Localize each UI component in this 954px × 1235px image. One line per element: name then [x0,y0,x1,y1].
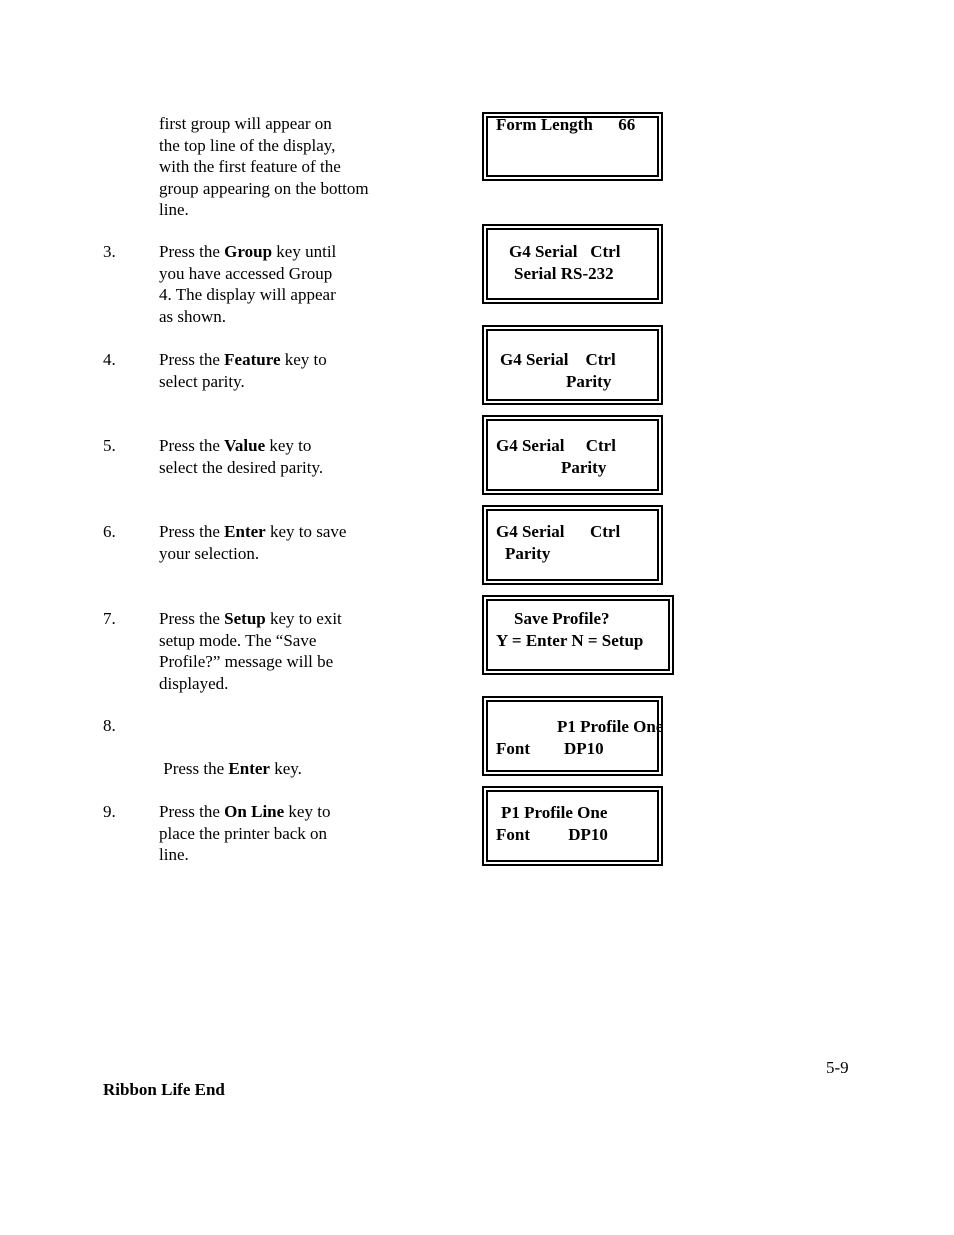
lcd-line-2: Parity [505,544,551,563]
step-text [159,715,302,801]
intro-line: group appearing on the bottom [159,178,369,198]
step-text [159,521,346,564]
key-name: Value [224,436,266,455]
key-name: Enter [228,759,270,778]
lcd-display-form-length [482,112,663,181]
lcd-line-1: P1 Profile One [501,803,608,822]
step-number: 3. [103,242,116,261]
step-line: setup mode. The “Save [159,630,317,650]
page-number: 5-9 [826,1058,849,1077]
step-number: 9. [103,802,116,821]
intro-paragraph [159,113,369,221]
step-number: 4. [103,350,116,369]
lcd-display-parity-saved [482,505,663,585]
step-line: place the printer back on [159,823,328,843]
step-line: Press the Value key to [159,436,312,455]
lcd-line-2: Font DP10 [496,739,604,758]
lcd-display-profile-enter [482,696,663,776]
step-text [159,801,330,866]
step-line: select parity. [159,371,245,391]
step-text [159,608,342,694]
lcd-line-2: Parity [566,372,612,391]
lcd-line-2: Parity [561,458,607,477]
lcd-line-2: Serial RS-232 [514,264,614,283]
step-number: 7. [103,609,116,628]
step-line: line. [159,845,189,864]
intro-line: with the first feature of the [159,157,341,176]
lcd-line-2: Font DP10 [496,825,608,844]
key-name: Group [224,242,273,261]
step-number: 8. [103,716,116,735]
lcd-line-1: G4 Serial Ctrl [496,436,616,455]
lcd-line-1: G4 Serial Ctrl [496,522,621,541]
lcd-line-1: G4 Serial Ctrl [500,350,616,369]
lcd-display-serial-group [482,224,663,304]
step-line: displayed. [159,673,229,693]
key-name: Enter [224,522,266,541]
key-name: On Line [224,802,285,821]
intro-line: line. [159,200,189,219]
step-line: your selection. [159,543,260,563]
intro-line: the top line of the display, [159,135,336,155]
lcd-line-1: Form Length 66 [496,115,636,134]
step-line: Press the Enter key to save [159,522,347,541]
lcd-line-2: Y = Enter N = Setup [496,631,644,650]
step-line: Press the Setup key to exit [159,609,342,628]
step-line: select the desired parity. [159,457,324,477]
step-number: 6. [103,522,116,541]
lcd-line-1: P1 Profile One [557,717,664,736]
step-line: Profile?” message will be [159,652,334,671]
step-line: Press the Group key until [159,242,337,261]
step-line: you have accessed Group [159,263,333,283]
step-text [159,435,323,478]
section-title: Ribbon Life End [103,1080,225,1099]
lcd-line-1: Save Profile? [514,609,610,628]
step-line: Press the Enter key. [159,759,302,778]
step-line: 4. The display will appear [159,285,336,304]
step-text [159,241,336,327]
lcd-display-parity-value [482,415,663,495]
key-name: Feature [224,350,281,369]
step-text [159,349,327,392]
step-line: Press the Feature key to [159,350,327,369]
step-line: as shown. [159,306,227,326]
intro-line: first group will appear on [159,114,332,133]
key-name: Setup [224,609,266,628]
lcd-line-1: G4 Serial Ctrl [509,242,621,261]
lcd-display-profile-online [482,786,663,866]
step-line: Press the On Line key to [159,802,331,821]
lcd-display-parity-feature [482,325,663,405]
lcd-display-save-profile [482,595,674,675]
step-number: 5. [103,436,116,455]
